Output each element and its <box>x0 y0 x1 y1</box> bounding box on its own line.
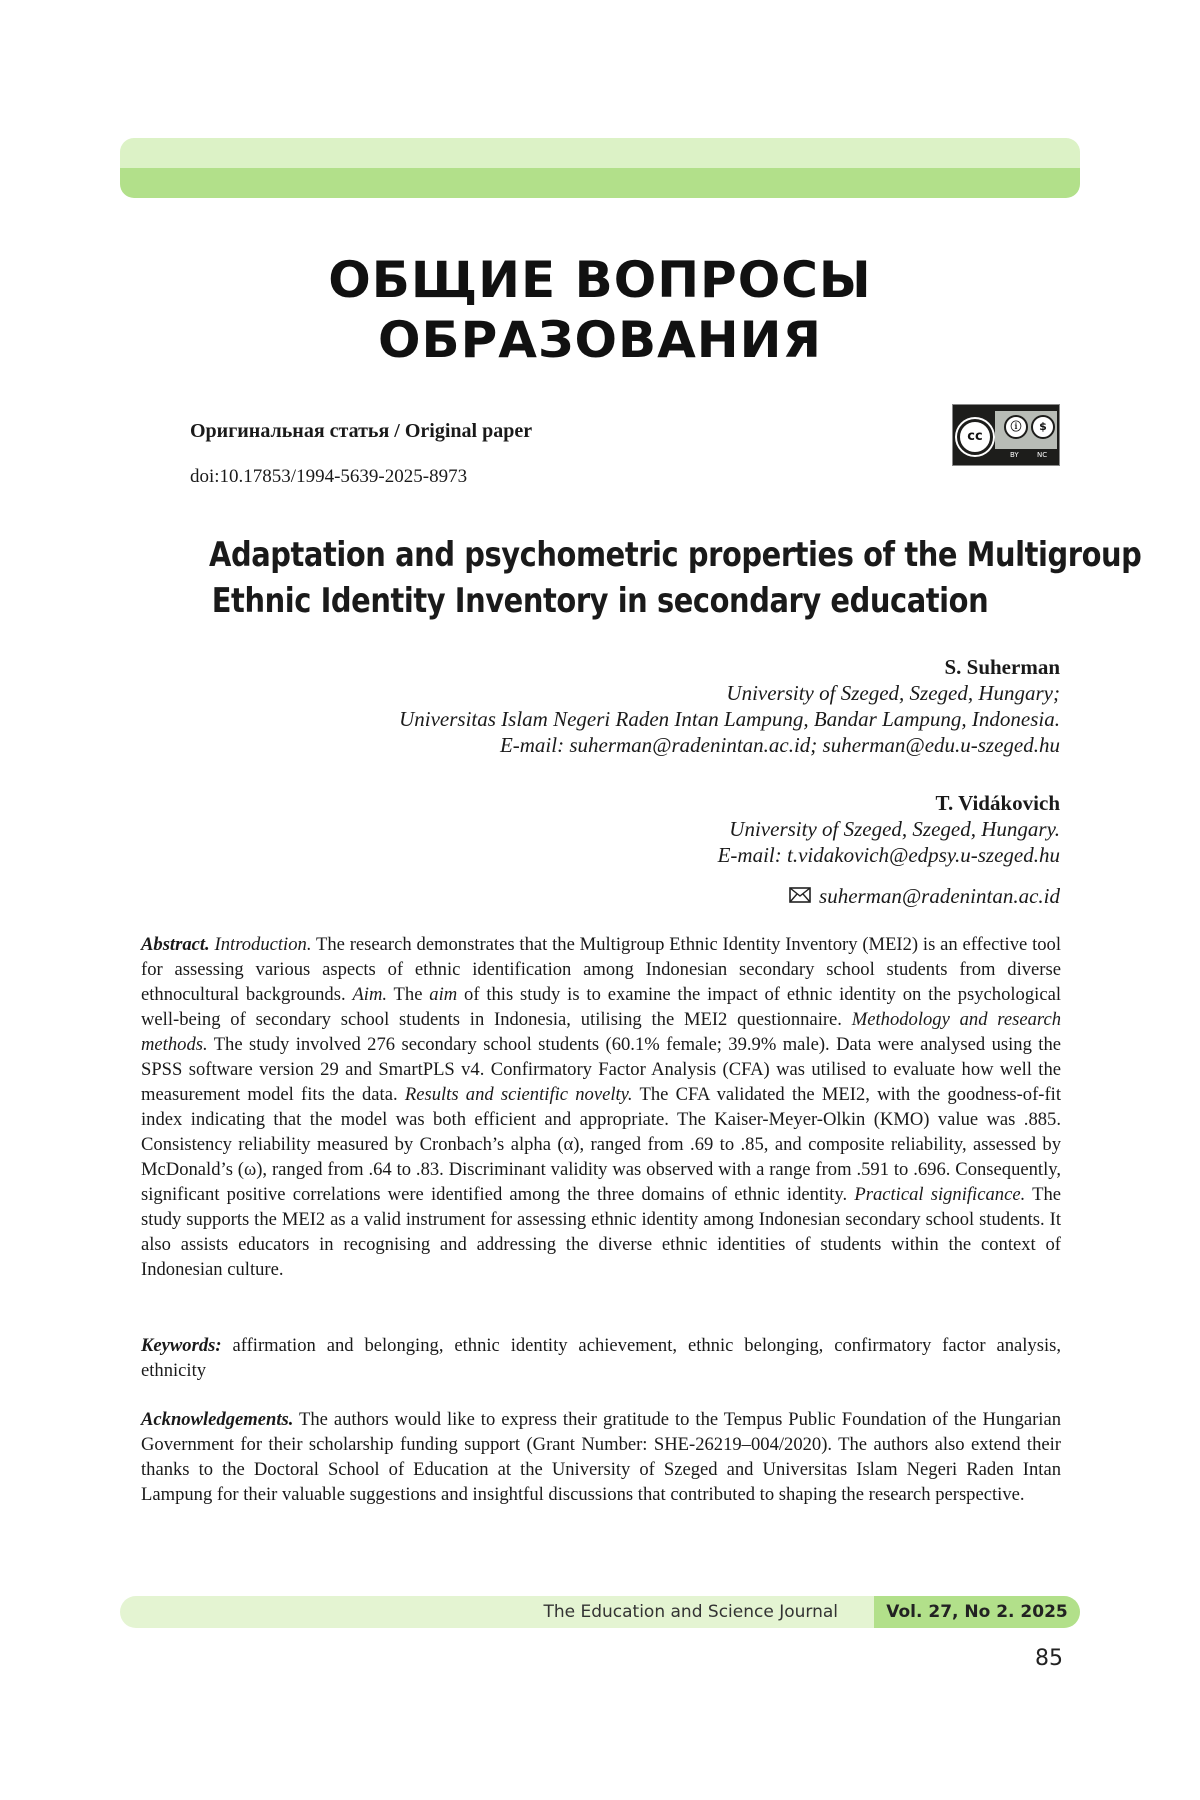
author-name: T. Vidákovich <box>935 791 1060 815</box>
page-number: 85 <box>1035 1646 1063 1671</box>
author-affiliation: University of Szeged, Szeged, Hungary. <box>729 817 1060 841</box>
methods-text: The study involved 276 secondary school students (60.1% female; 39.9% male). Data were analysed using the SPSS software version 29 and SmartPLS v4. Confirmatory Factor Analysis (CFA) was utilised to evaluate how well the measurement model fits the data. <box>141 1034 1061 1105</box>
section-title-line-1: ОБЩИЕ ВОПРОСЫ <box>328 251 872 309</box>
results-text: The CFA validated the MEI2, with the goodness-of-fit index indicating that the model was both efficient and appropriate. The Kaiser-Meyer-Olkin (KMO) value was .885. Consistency reliability measured by Cronbach’s alpha (α), ranged from .69 to .85, and composite reliability, assessed by McDonald’s (ω), ranged from .64 to .83. Discriminant validity was observed with a range from .591 to .696. Consequently, significant positive correlations were identified among the three domains of ethnic identity. <box>141 1084 1061 1205</box>
section-title-line-2: ОБРАЗОВАНИЯ <box>378 311 822 369</box>
header-decorative-band <box>120 138 1080 198</box>
corresponding-email-text[interactable]: suherman@radenintan.ac.id <box>819 884 1060 908</box>
cc-by-nc-license-icon[interactable] <box>952 404 1060 466</box>
methods-label: Methodology and research methods. <box>141 1009 1061 1055</box>
abstract <box>141 932 1061 1282</box>
author-affiliation: University of Szeged, Szeged, Hungary; <box>726 681 1060 705</box>
acknowledgements-label: Acknowledgements. <box>141 1409 294 1430</box>
acknowledgements <box>141 1407 1061 1507</box>
keywords-label: Keywords: <box>141 1335 222 1356</box>
paper-type-label: Оригинальная статья / Original paper <box>190 420 533 442</box>
aim-text: The <box>387 984 430 1005</box>
author-email[interactable]: E-mail: t.vidakovich@edpsy.u-szeged.hu <box>717 843 1060 867</box>
author-email[interactable]: E-mail: suherman@radenintan.ac.id; suherman@edu.u-szeged.hu <box>499 733 1060 757</box>
abstract-label: Abstract. <box>141 934 210 955</box>
author-block <box>399 654 1060 758</box>
attribution-icon: ⓘ <box>1004 415 1028 439</box>
practical-significance-label: Practical significance. <box>854 1184 1026 1205</box>
noncommercial-icon: $ <box>1031 415 1055 439</box>
results-label: Results and scientific novelty. <box>404 1084 633 1105</box>
corresponding-email[interactable] <box>789 884 1060 909</box>
by-label: BY <box>1010 451 1019 459</box>
envelope-icon <box>789 884 811 909</box>
author-affiliation: Universitas Islam Negeri Raden Intan Lampung, Bandar Lampung, Indonesia. <box>399 707 1060 731</box>
doi-link[interactable]: doi:10.17853/1994-5639-2025-8973 <box>190 466 468 487</box>
nc-label: NC <box>1037 451 1048 459</box>
footer-band <box>120 1596 1080 1628</box>
keywords-text: affirmation and belonging, ethnic identity achievement, ethnic belonging, confirmatory factor analysis, ethnicity <box>141 1335 1061 1381</box>
author-name: S. Suherman <box>944 655 1060 679</box>
aim-text: of this study is to examine the impact of ethnic identity on the psychological well-being of secondary school students in Indonesia, utilising the MEI2 questionnaire. <box>141 984 1061 1030</box>
article-title-line-2: Ethnic Identity Inventory in secondary education <box>211 581 989 621</box>
introduction-label: Introduction. <box>214 934 312 955</box>
section-title <box>0 250 1200 370</box>
journal-volume: Vol. 27, No 2. 2025 <box>874 1596 1080 1628</box>
journal-name: The Education and Science Journal <box>543 1602 838 1622</box>
aim-word: aim <box>429 984 458 1005</box>
cc-icon: cc <box>957 419 993 455</box>
article-title-line-1: Adaptation and psychometric properties of the Multigroup <box>209 535 1142 575</box>
author-block <box>718 790 1060 868</box>
practical-significance-text: The study supports the MEI2 as a valid instrument for assessing ethnic identity among Indonesian secondary school students. It also assists educators in recognising and addressing the diverse ethnic identities of students within the context of Indonesian culture. <box>141 1184 1061 1280</box>
aim-label: Aim. <box>352 984 388 1005</box>
introduction-text: The research demonstrates that the Multigroup Ethnic Identity Inventory (MEI2) is an effective tool for assessing various aspects of ethnic identification among Indonesian secondary school students from diverse ethnocultural backgrounds. <box>141 934 1061 1005</box>
article-title <box>209 532 1142 624</box>
keywords <box>141 1333 1061 1383</box>
acknowledgements-text: The authors would like to express their gratitude to the Tempus Public Foundation of the Hungarian Government for their scholarship funding support (Grant Number: SHE-26219–004/2020). The authors also extend their thanks to the Doctoral School of Education at the University of Szeged and Universitas Islam Negeri Raden Intan Lampung for their valuable suggestions and insightful discussions that contributed to shaping the research perspective. <box>141 1409 1061 1505</box>
